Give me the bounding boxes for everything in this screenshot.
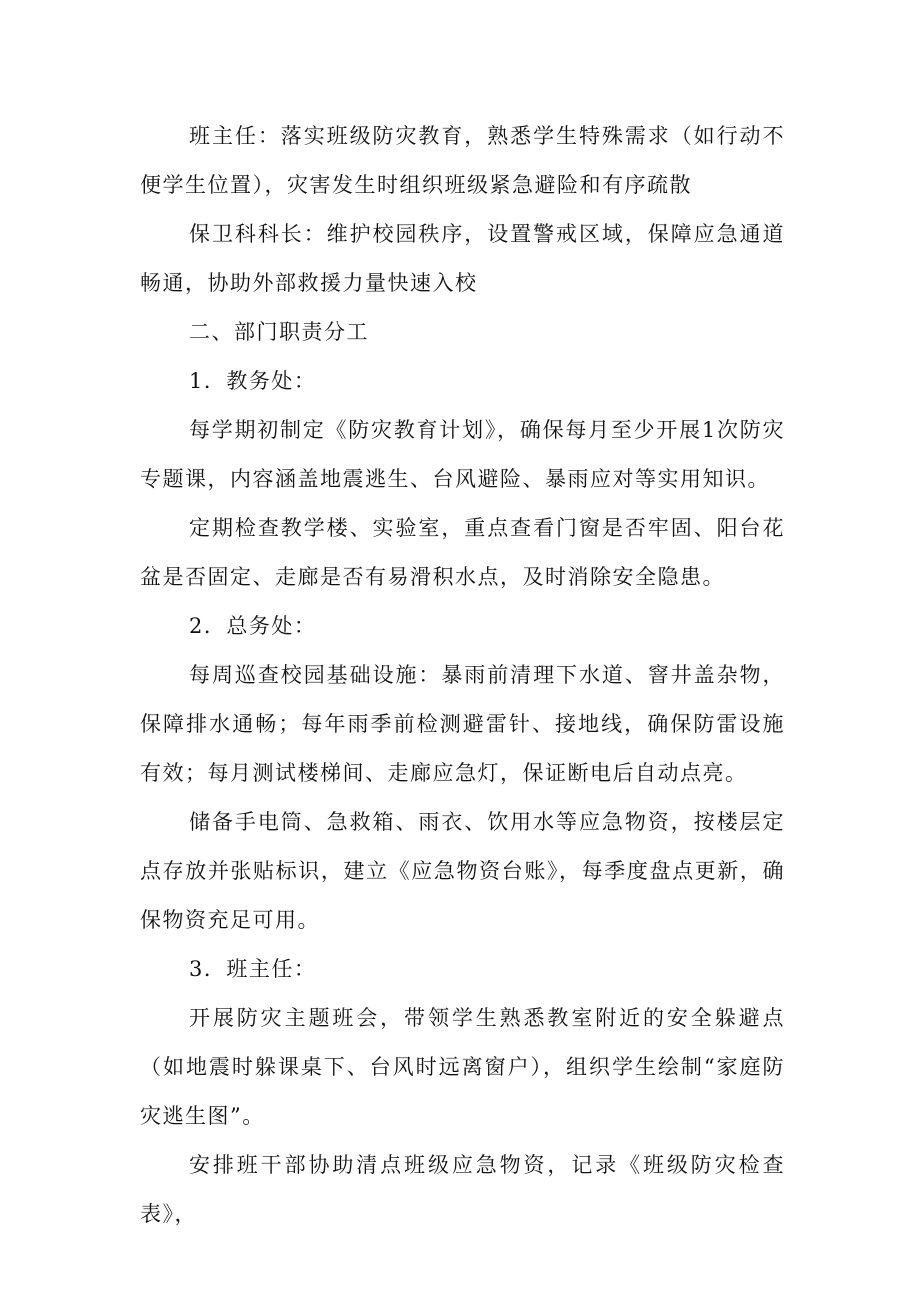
paragraph-academic-inspection: 定期检查教学楼、实验室，重点查看门窗是否牢固、阳台花盆是否固定、走廊是否有易滑积水点，及时消除安全隐患。 [140,516,785,589]
paragraph-class-teacher-role: 班主任：落实班级防灾教育，熟悉学生特殊需求（如行动不便学生位置），灾害发生时组织班级紧急避险和有序疏散 [140,124,785,197]
paragraph-class-meeting: 开展防灾主题班会，带领学生熟悉教室附近的安全躲避点（如地震时躲课桌下、台风时远离窗户），组织学生绘制“家庭防灾逃生图”。 [140,1006,785,1128]
paragraph-class-supplies: 安排班干部协助清点班级应急物资，记录《班级防灾检查表》， [140,1153,785,1226]
paragraph-emergency-supplies: 储备手电筒、急救箱、雨衣、饮用水等应急物资，按楼层定点存放并张贴标识，建立《应急物资台账》，每季度盘点更新，确保物资充足可用。 [140,810,785,932]
section-heading-department-duties: 二、部门职责分工 [189,320,369,344]
subheading-academic-affairs: 1．教务处： [189,369,317,393]
subheading-class-teacher: 3．班主任： [189,957,317,981]
paragraph-academic-plan: 每学期初制定《防灾教育计划》，确保每月至少开展1次防灾专题课，内容涵盖地震逃生、台风避险、暴雨应对等实用知识。 [140,418,785,491]
subheading-general-affairs: 2．总务处： [189,614,317,638]
paragraph-security-chief-role: 保卫科科长：维护校园秩序，设置警戒区域，保障应急通道畅通，协助外部救援力量快速入校 [140,222,785,295]
document-body [140,112,785,1239]
paragraph-facility-inspection: 每周巡查校园基础设施：暴雨前清理下水道、窨井盖杂物，保障排水通畅；每年雨季前检测避雷针、接地线，确保防雷设施有效；每月测试楼梯间、走廊应急灯，保证断电后自动点亮。 [140,663,785,785]
